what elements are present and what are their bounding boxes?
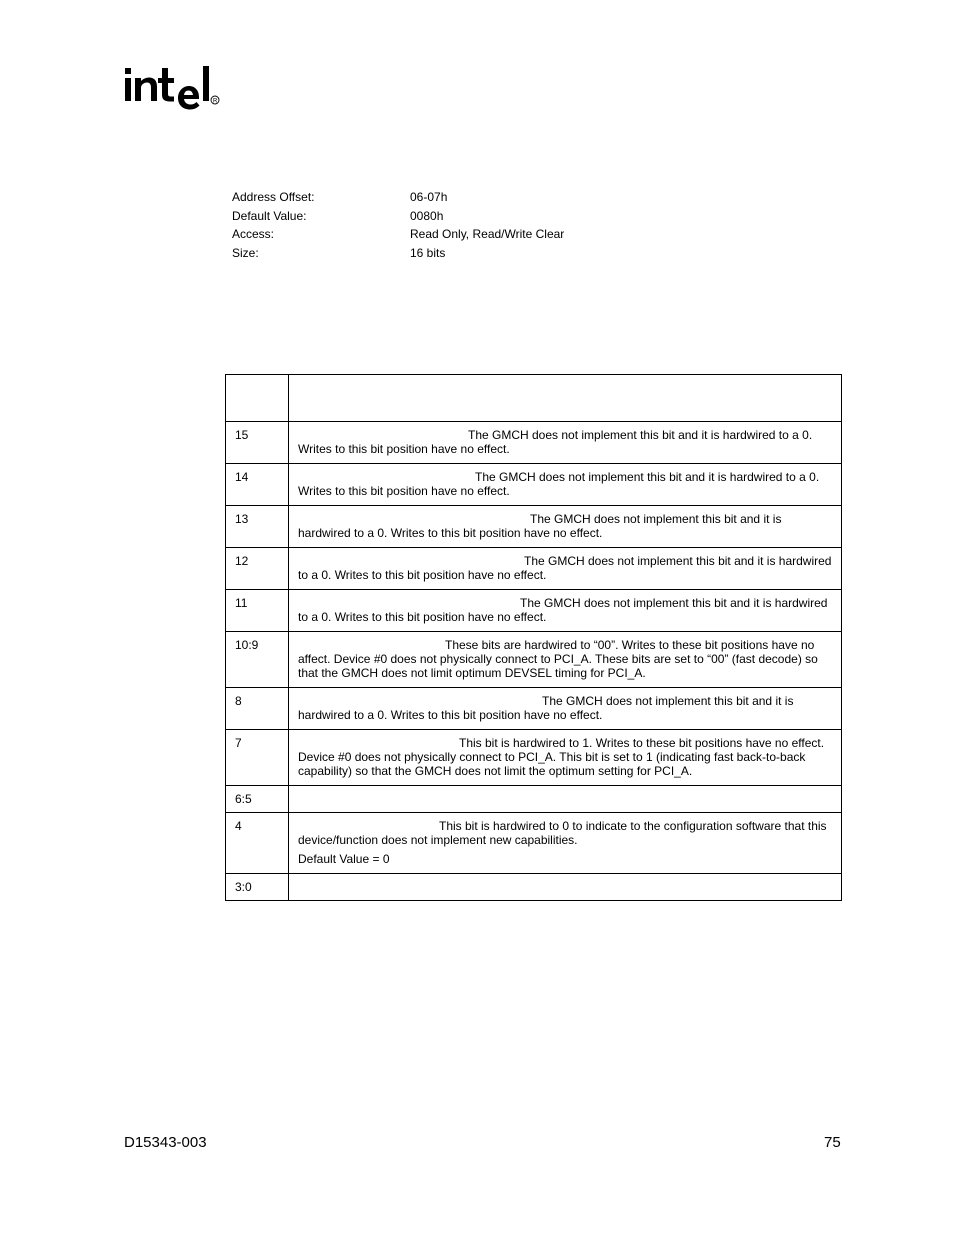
register-summary: [232, 188, 564, 263]
address-offset-label: Address Offset:: [232, 190, 315, 204]
default-value-label: Default Value:: [232, 208, 307, 223]
table-row: [226, 464, 842, 506]
page-number: 75: [824, 1134, 841, 1151]
description-cell: [289, 786, 842, 813]
description-cell: [289, 506, 842, 548]
table-row: [226, 730, 842, 786]
description-text: The GMCH does not implement this bit and it is hardwired to a 0. Writes to this bit position have no effect.: [298, 428, 813, 456]
register-row-default: [232, 207, 564, 226]
table-row: [226, 813, 842, 874]
table-row: [226, 506, 842, 548]
register-row-size: [232, 244, 564, 263]
default-value-value: 0080h: [410, 208, 444, 223]
intel-logo: [122, 60, 226, 120]
table-row: [226, 548, 842, 590]
bit-cell: 15: [226, 422, 289, 464]
bit-cell: 14: [226, 464, 289, 506]
description-cell: [289, 464, 842, 506]
header-bit-cell: [226, 375, 289, 422]
access-value: Read Only, Read/Write Clear: [410, 227, 565, 242]
register-row-offset: [232, 188, 564, 207]
table-header-row: [226, 375, 842, 422]
bit-cell: 8: [226, 688, 289, 730]
description-text: The GMCH does not implement this bit and it is hardwired to a 0. Writes to this bit position have no effect.: [298, 596, 828, 624]
description-cell: [289, 874, 842, 901]
description-default-value: Default Value = 0: [298, 852, 390, 866]
svg-text:R: R: [213, 98, 218, 105]
bit-cell: 10:9: [226, 632, 289, 688]
register-row-access: [232, 225, 564, 244]
bit-cell: 3:0: [226, 874, 289, 901]
bit-cell: 4: [226, 813, 289, 874]
table-row: [226, 632, 842, 688]
size-label: Size:: [232, 246, 259, 261]
description-cell: [289, 632, 842, 688]
description-text: This bit is hardwired to 0 to indicate to the configuration software that this device/function does not implement new capabilities.: [298, 819, 827, 847]
size-value: 16 bits: [410, 246, 446, 261]
description-text: The GMCH does not implement this bit and it is hardwired to a 0. Writes to this bit position have no effect.: [298, 512, 782, 540]
bit-cell: 11: [226, 590, 289, 632]
description-cell: [289, 813, 842, 874]
address-offset-value: 06-07h: [410, 190, 448, 204]
description-text: The GMCH does not implement this bit and it is hardwired to a 0. Writes to this bit position have no effect.: [298, 470, 820, 498]
table-row: [226, 688, 842, 730]
bit-description-table: [225, 374, 842, 901]
description-cell: [289, 730, 842, 786]
header-description-cell: [289, 375, 842, 422]
description-text: This bit is hardwired to 1. Writes to these bit positions have no effect. Device #0 does not physically connect to PCI_A. This bit is set to 1 (indicating fast back-to-back capability) so that the GMCH does not limit the optimum setting for PCI_A.: [298, 736, 825, 778]
description-text: These bits are hardwired to “00”. Writes to these bit positions have no affect. Device #0 does not physically connect to PCI_A. These bits are set to “00” (fast decode) so that the GMCH does not limit optimum DEVSEL timing for PCI_A.: [298, 638, 818, 680]
bit-cell: 6:5: [226, 786, 289, 813]
description-text: The GMCH does not implement this bit and it is hardwired to a 0. Writes to this bit position have no effect.: [298, 694, 794, 722]
access-label: Access:: [232, 227, 275, 242]
document-number: D15343-003: [124, 1134, 207, 1151]
bit-cell: 7: [226, 730, 289, 786]
table-row: [226, 874, 842, 901]
table-row: [226, 422, 842, 464]
table-row: [226, 590, 842, 632]
table-row: [226, 786, 842, 813]
bit-cell: 12: [226, 548, 289, 590]
description-cell: [289, 590, 842, 632]
bit-cell: 13: [226, 506, 289, 548]
description-cell: [289, 688, 842, 730]
description-text: The GMCH does not implement this bit and it is hardwired to a 0. Writes to this bit position have no effect.: [298, 554, 832, 582]
description-cell: [289, 548, 842, 590]
description-cell: [289, 422, 842, 464]
